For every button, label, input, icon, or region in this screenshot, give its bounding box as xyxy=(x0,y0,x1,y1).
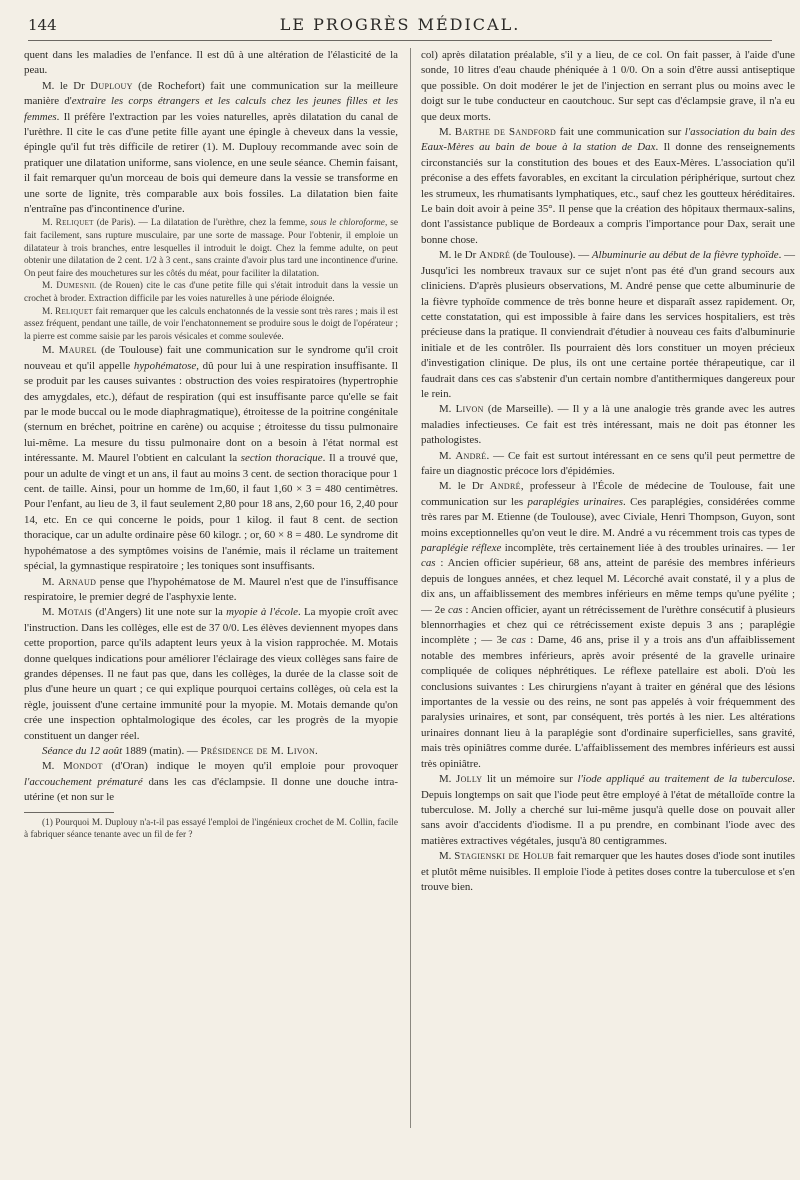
paragraph-barthe: M. Barthe de Sandford fait une communication sur l'association du bain des Eaux-Mères au bain de boue à la station de Dax. Il donne des renseignements circonstanciés sur la constitution des boues et des Eaux-Mères. L'association qu'il préconise a des effets favorables, en excitant la circulation périphérique, surtout chez les strumeux, les rhumatisants lymphatiques, etc., sauf chez les goutteux héréditaires. Le bain doit avoir à peine 35°. Il pense que la création des hôpitaux thermaux-salins, dont l'assistance publique de Bordeaux a compris l'importance pour Dax, serait une bonne chose. xyxy=(421,126,796,246)
session-heading: Séance du 12 août 1889 (matin). — Présidence de M. Livon. xyxy=(42,744,318,757)
paragraph-duplouy: M. le Dr Duplouy (de Rochefort) fait une communication sur la meilleure manière d'extraire les corps étrangers et les calculs chez les jeunes filles et les femmes. Il préfère l'extraction par les voies naturelles, après dilatation du canal de l'urèthre. Il cite le cas d'une petite fille ayant une épingle à cheveux dans la vessie, épingle qu'il fut très difficile de retirer (1). M. Duplouy recommande avec soin de pratiquer une dilatation uniforme, sans violence, en une seule séance. Chemin faisant, il fait remarquer qu'un morceau de bois qui demeure dans la vessie se transforme en une sorte de lignite, très comparable aux bois fossiles. La dilatation bien faite n'entraîne pas d'incontinence d'urine. xyxy=(24,79,399,216)
paragraph: quent dans les maladies de l'enfance. Il est dû à une altération de l'élasticité de la peau. xyxy=(24,49,398,77)
paragraph-jolly: M. Jolly lit un mémoire sur l'iode appliqué au traitement de la tuberculose. Depuis longtemps on sait que l'iode peut être employé à l'état de métalloïde contre la tuberculose. M. Jolly a cherché sur lui-même jusqu'à quelle dose on pouvait aller sans avoir d'accidents d'iodisme. Il a pu prendre, en combinant l'iode avec des matières extractives végétales, jusqu'à 80 centigrammes. xyxy=(421,773,795,847)
paragraph-motais: M. Motais (d'Angers) lit une note sur la myopie à l'école. La myopie croît avec l'instruction. Dans les collèges, elle est de 37 0/0. Les élèves deviennent myopes dans cette proportion, parce qu'ils adaptent leurs yeux à la vision rapprochée. M. Motais donne quelques indications pour améliorer l'éclairage des vieux collèges sans faire de grandes dépenses. Il ne faut pas que, dans les collèges, la durée de la classe soit de plus d'une heure un quart ; ce qui explique pourquoi certains collèges, où cela est la règle, jouissent d'une certaine immunité pour la myopie. M. Motais demande qu'on crée une inspection ophtalmologique des écoles, car les progrès de la myopie constituent un danger réel. xyxy=(24,606,398,742)
page-number: 144 xyxy=(28,16,57,34)
paragraph-andre-3: M. le Dr André, professeur à l'École de médecine de Toulouse, fait une communication sur les paraplégies urinaires. Ces paraplégies, considérées comme très rares par M. Etienne (de Toulouse), avec Civiale, Henri Thompson, Guyon, sont moins exceptionnelles qu'on veut le dire. M. André a vu récemment trois cas types de paraplégie réflexe incomplète, très certainement liée à des troubles urinaires. — 1er cas : Ancien officier supérieur, 68 ans, atteint de parésie des membres inférieurs depuis de longues années, et chez lequel M. Lécorché avait constaté, il y a plus de dix ans, un affaiblissement des membres inférieurs en même temps qu'une pyélite ; — 2e cas : Ancien officier, ayant un rétrécissement de l'urèthre consécutif à plusieurs blennorrhagies et chez qui ce rétrécissement existe depuis 3 ans ; paraplégie incomplète ; — 3e cas : Dame, 46 ans, prise il y a trois ans d'un affaiblissement notable des membres inférieurs, après avoir présenté de la gravelle urinaire compliquée de coliques néphrétiques. Le réflexe patellaire est aboli. D'où les conclusions suivantes : Les chirurgiens n'ayant à traiter en général que des lésions importantes de la vessie ou des reins, ne sont pas appelés à voir fréquemment des paralysies urinaires, et sont, par conséquent, très portés à les nier. Les altérations urinaires donnant lieu à la paraplégie sont d'ordinaire superficielles, sans gravité, mais très opiniâtres comme durée. L'affaiblissement des membres inférieurs est aussi très opiniâtre. xyxy=(421,480,795,770)
right-column xyxy=(421,48,795,895)
column-divider xyxy=(410,48,411,1128)
paragraph: col) après dilatation préalable, s'il y a lieu, de ce col. On fait passer, à l'aide d'une sonde, 10 litres d'eau chaude phéniquée à 1 0/0. On a soin d'être aussi antiseptique que possible. On doit modérer le jet de l'injection en serrant plus ou moins avec le doigt sur le tube conducteur en caoutchouc. Sur sept cas d'éclampsie grave, il n'a eu que deux morts. xyxy=(421,49,795,123)
running-header xyxy=(28,14,772,41)
paragraph-andre: M. le Dr André (de Toulouse). — Albuminurie au début de la fièvre typhoïde. — Jusqu'ici les nombreux travaux sur ce sujet n'ont pas été d'un grand secours aux cliniciens. D'après plusieurs observations, M. André pense que cette albuminurie de la fièvre typhoïde commence de très bonne heure et disparaît assez rapidement. Or, cette constatation, qui est impossible à faire dans les services hospitaliers, est très précieuse dans la pratique. Il conviendrait d'étudier à nouveau ces faits d'albuminurie initiale et de les contrôler. Ils pourraient dès lors constituer un moyen précieux d'investigation clinique. De plus, ils ont une certaine portée thérapeutique, car il faudrait dans ces cas s'abstenir d'un certain nombre d'antithermiques dangereux pour le rein. xyxy=(421,249,795,400)
paragraph-maurel: M. Maurel (de Toulouse) fait une communication sur le syndrome qu'il croit nouveau et qu'il appelle hypohématose, dû pour lui à une respiration insuffisante. Il se produit par les causes suivantes : obstruction des voies respiratoires (hypertrophie des amygdales, etc.), défaut de respiration (qui est insuffisante parce qu'elle se fait par le mode buccal ou le mode diaphragmatique), étroitesse de la poitrine congénitale (sternum en bréchet, poitrine en carène) ou acquise ; étroitesse du tissu pulmonaire lui-même. La mesure du tissu pulmonaire dont on a besoin à l'état normal est intéressante. M. Maurel l'obtient en calculant la section thoracique. Il a trouvé que, pour un adulte de vingt et un ans, il faut au moins 3 cent. de section thoracique pour 1 cent. de taille. Ainsi, pour un homme de 1m,60, il faut 1,60 × 3 = 480 centimètres. Pour l'enfant, au lieu de 3, il faut seulement 2,80 pour 18 ans, 2,60 pour 16, 2,40 pour 14, etc. En ce qui concerne le poids, pour 1 kilog. il faut 8 cent. de section thoracique, car un adulte ordinaire pèse 60 kilogr. ; or, 60 × 8 = 480. Le syndrome dit hypohématose a des symptômes voisins de l'anémie, mais il réclame un traitement spécial, la gymnastique respiratoire ; les toniques sont insuffisants. xyxy=(24,344,398,573)
paragraph-livon: M. Livon (de Marseille). — Il y a là une analogie très grande avec les autres maladies infectieuses. Ce fait est très intéressant, mais ne doit pas étonner les pathologistes. xyxy=(421,403,795,447)
journal-title: LE PROGRÈS MÉDICAL. xyxy=(279,15,521,34)
paragraph-dumesnil: M. Dumesnil (de Rouen) cite le cas d'une petite fille qui s'était introduit dans la vessie un crochet à broder. Extraction difficile par les voies naturelles à une période éloignée. xyxy=(24,281,399,305)
footnote-rule xyxy=(24,812,114,813)
paragraph-stagienski: M. Stagienski de Holub fait remarquer que les hautes doses d'iode sont inutiles et plutôt même nuisibles. Il emploie l'iode à petites doses contre la tuberculose et s'en trouve bien. xyxy=(421,850,796,893)
paragraph-reliquet: M. Reliquet (de Paris). — La dilatation de l'urèthre, chez la femme, sous le chloroforme, se fait facilement, sans rupture musculaire, par une sorte de massage. Pour l'obtenir, il emploie un dilatateur à trois branches, entre lesquelles il introduit le doigt. Chez la femme adulte, on peut obtenir une dilatation de 2 cent. 1/2 à 3 cent., sans crainte d'avoir plus tard une incontinence d'urine. On peut faire des mouchetures sur les côtés du méat, pour faciliter la dilatation. xyxy=(24,218,398,279)
paragraph-mondot: M. Mondot (d'Oran) indique le moyen qu'il emploie pour provoquer l'accouchement prématuré dans les cas d'éclampsie. Il donne une douche intra-utérine (et non sur le xyxy=(24,760,399,804)
footnote: (1) Pourquoi M. Duplouy n'a-t-il pas essayé l'emploi de l'ingénieux crochet de M. Collin, facile à fabriquer séance tenante avec un fil de fer ? xyxy=(24,817,398,840)
left-column xyxy=(24,48,398,841)
paragraph-arnaud: M. Arnaud pense que l'hypohématose de M. Maurel n'est que de l'insuffisance respiratoire, le premier degré de l'asphyxie lente. xyxy=(24,575,398,603)
paragraph-reliquet-2: M. Reliquet fait remarquer que les calculs enchatonnés de la vessie sont très rares ; mais il est assez fréquent, pendant une taille, de voir l'enchatonnement se produire sous le doigt de l'opérateur ; la pierre est comme saisie par les parois vésicales et comme soulevée. xyxy=(24,306,398,342)
paragraph-andre-2: M. André. — Ce fait est surtout intéressant en ce sens qu'il peut permettre de faire un diagnostic précoce lors d'épidémies. xyxy=(421,449,795,477)
